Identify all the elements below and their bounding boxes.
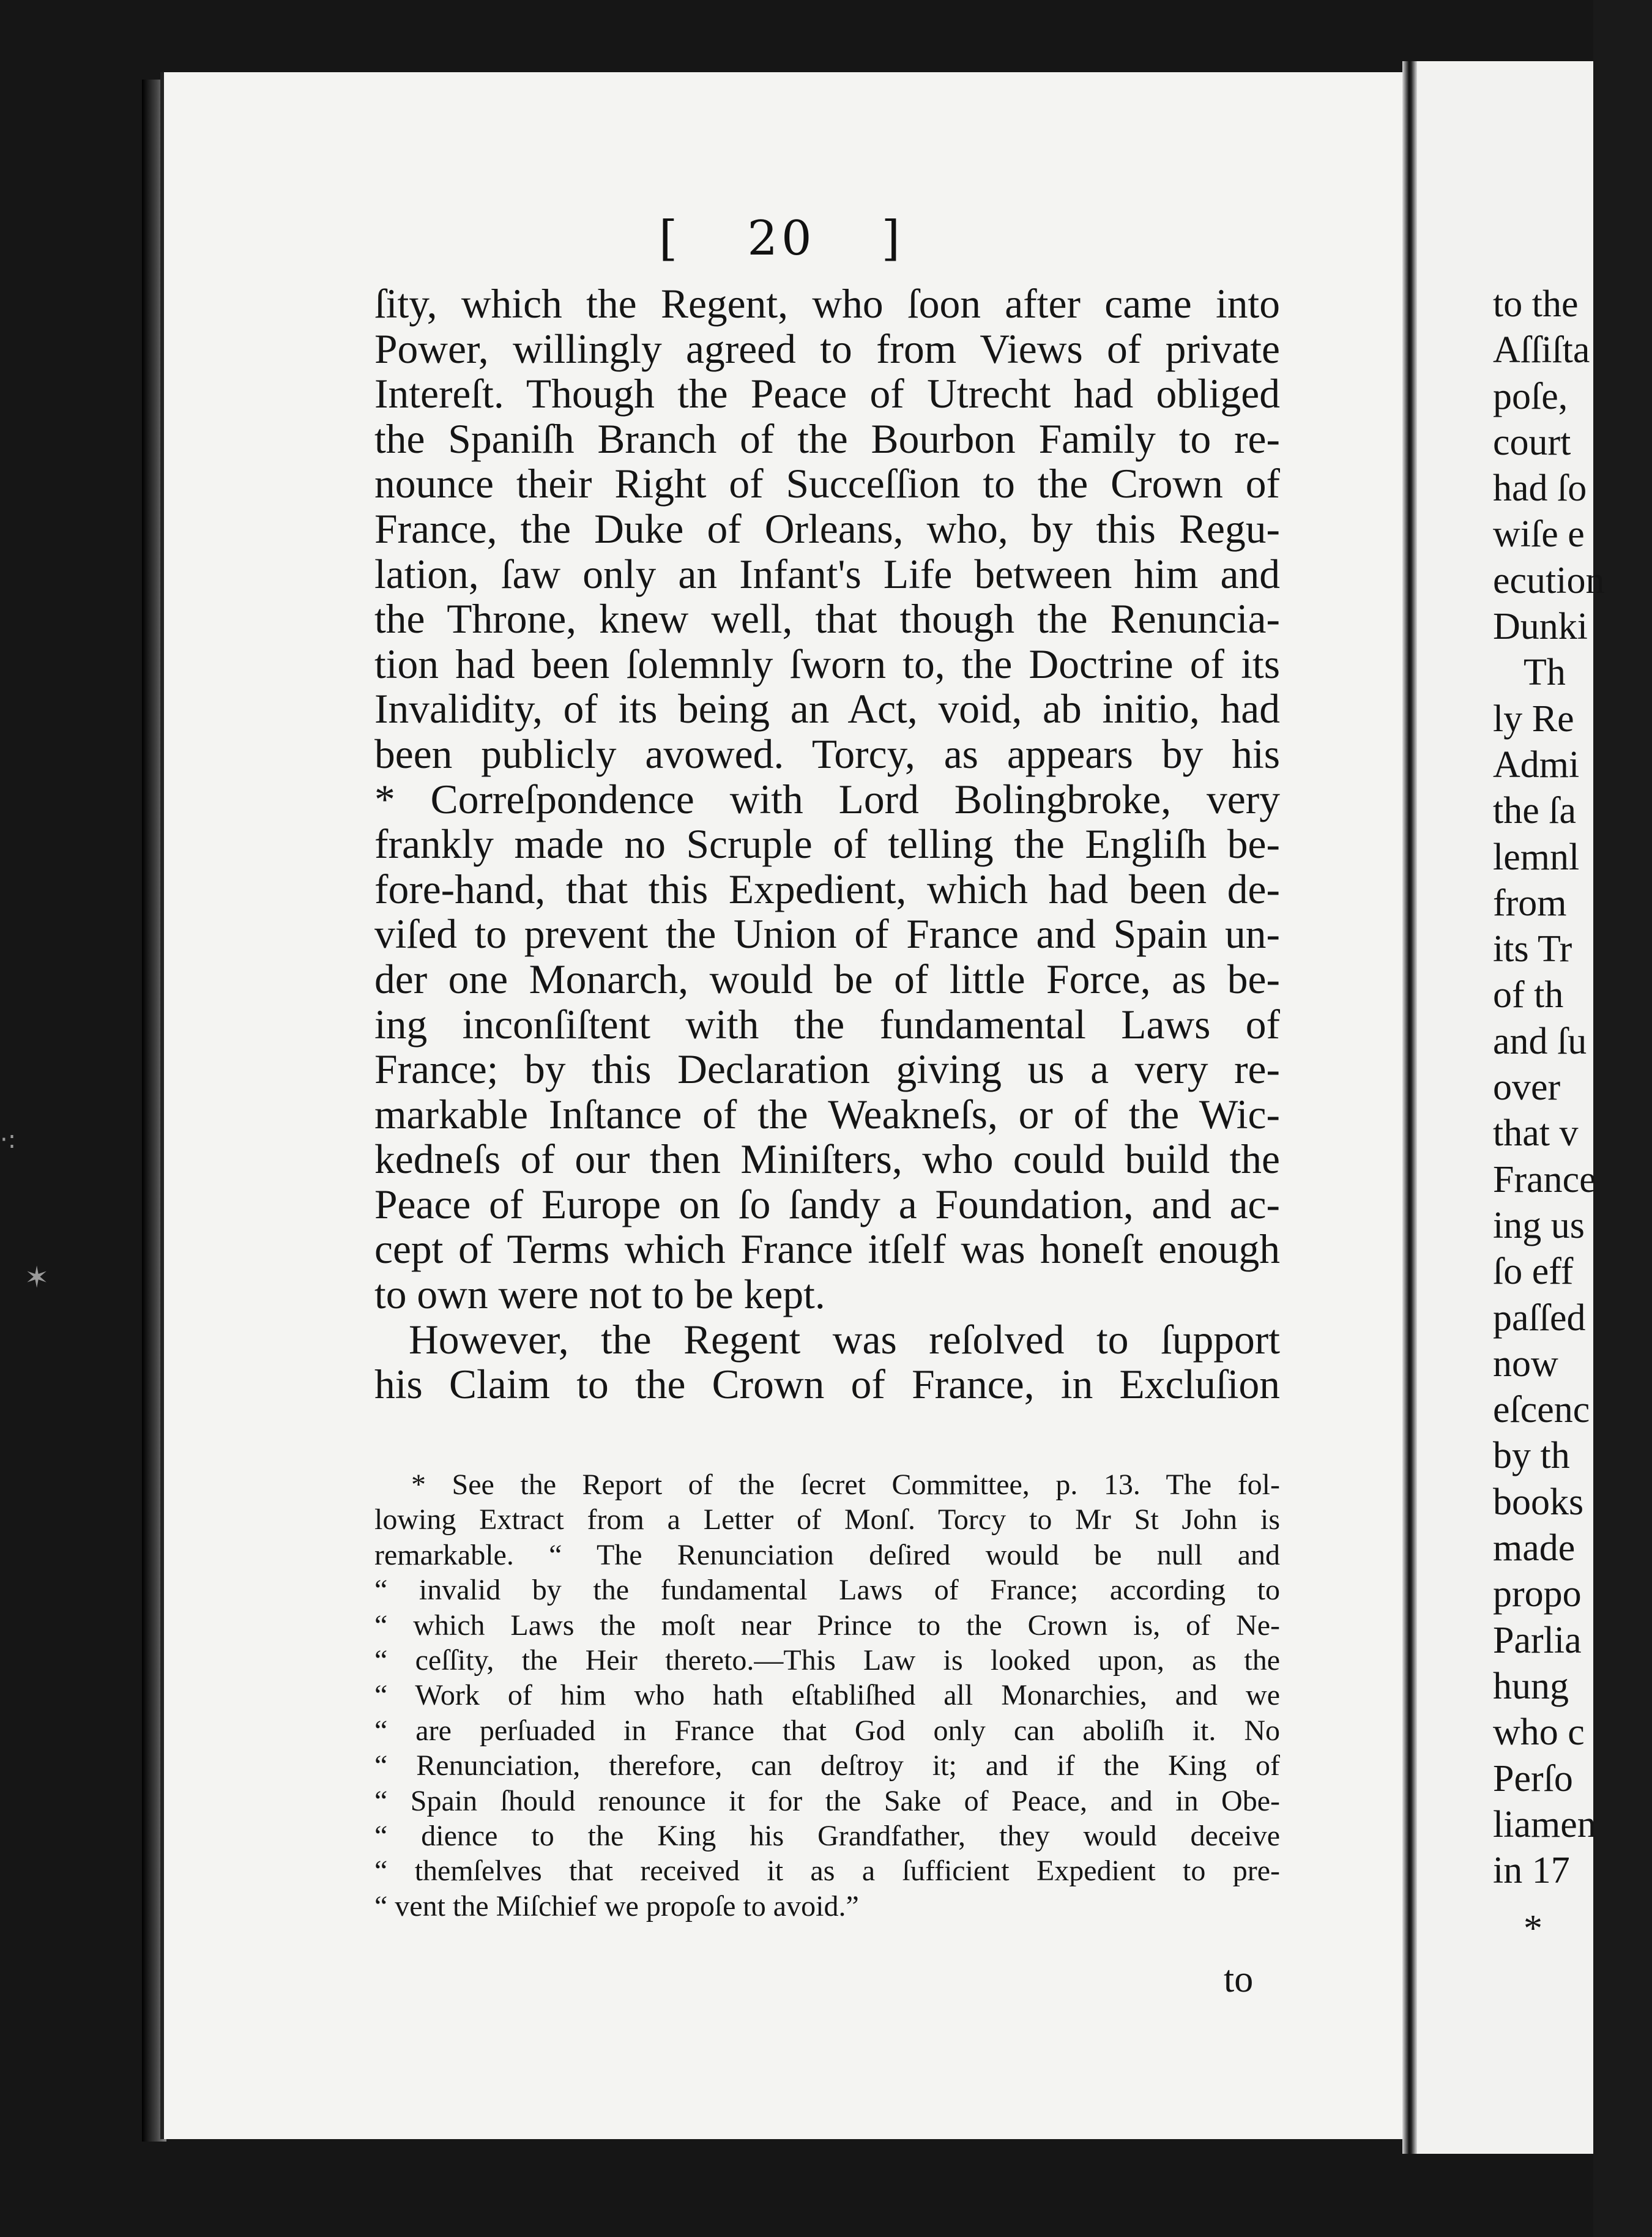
bracket-open-glyph: [ [658, 211, 682, 266]
facing-line: ecution [1493, 559, 1605, 601]
text-line: fore-hand, that this Expedient, which had been de- [374, 866, 1280, 912]
text-line: lation, ſaw only an Infant's Life between him and [374, 551, 1280, 597]
facing-line: of th [1493, 974, 1564, 1016]
footnote-line: “ dience to the King his Grandfather, they would deceive [374, 1819, 1280, 1852]
facing-line: in 17 [1493, 1850, 1570, 1892]
footnote-line: “ themſelves that received it as a ſufficient Expedient to pre- [374, 1855, 1280, 1888]
main-text-block [374, 281, 1280, 1407]
text-line: ſity, which the Regent, who ſoon after came into [374, 281, 1280, 327]
facing-line: * [1524, 1908, 1542, 1950]
page-number-header [160, 211, 1402, 266]
facing-line: the ſa [1493, 790, 1576, 832]
footnote-line: “ Renunciation, therefore, can deſtroy it; and if the King of [374, 1749, 1280, 1782]
facing-line: eſcenc [1493, 1389, 1590, 1431]
facing-line: propo [1493, 1573, 1582, 1615]
facing-line: Aſſiſta [1493, 329, 1590, 371]
text-line: to own were not to be kept. [374, 1271, 825, 1318]
page-number: 20 [747, 211, 816, 266]
facing-line: its Tr [1493, 928, 1572, 970]
footnote-line: “ are perſuaded in France that God only can aboliſh it. No [374, 1714, 1280, 1747]
text-line: nounce their Right of Succeſſion to the Crown of [374, 461, 1280, 507]
facing-line: ly Re [1493, 698, 1574, 740]
facing-line: and ſu [1493, 1020, 1587, 1062]
text-line: tion had been ſolemnly ſworn to, the Doctrine of its [374, 641, 1280, 687]
facing-line: from [1493, 882, 1567, 924]
dust-speck: ·: [0, 1126, 17, 1154]
text-line: ing inconſiſtent with the fundamental Laws of [374, 1001, 1280, 1048]
footnote-line: remarkable. “ The Renunciation deſired would be null and [374, 1538, 1280, 1571]
book-gutter [1402, 61, 1417, 2154]
text-line: the Spaniſh Branch of the Bourbon Family to re- [374, 415, 1280, 462]
text-line: * Correſpondence with Lord Bolingbroke, very [374, 776, 1280, 822]
footnote-line: lowing Extract from a Letter of Monſ. Torcy to Mr St John is [374, 1503, 1280, 1536]
facing-line: lemnl [1493, 836, 1580, 878]
facing-line: liamen [1493, 1803, 1596, 1845]
facing-line: books [1493, 1481, 1584, 1523]
facing-line: Perſo [1493, 1757, 1573, 1800]
facing-line: paſſed [1493, 1297, 1586, 1339]
facing-line: Admi [1493, 743, 1580, 786]
footnote-line: “ Spain ſhould renounce it for the Sake of Peace, and in Obe- [374, 1784, 1280, 1817]
facing-line: made [1493, 1527, 1576, 1569]
catchword: to [1224, 1959, 1254, 2000]
bracket-close-glyph: ] [881, 211, 904, 266]
footnote-line: “ ceſſity, the Heir thereto.—This Law is looked upon, as the [374, 1643, 1280, 1677]
footnote-line: “ vent the Miſchief we propoſe to avoid.” [374, 1889, 859, 1922]
facing-line: that v [1493, 1112, 1579, 1155]
facing-line: poſe, [1493, 375, 1568, 417]
text-line: cept of Terms which France itſelf was honeſt enough [374, 1226, 1280, 1273]
text-line: Intereſt. Though the Peace of Utrecht had obliged [374, 371, 1280, 417]
text-line: Power, willingly agreed to from Views of private [374, 326, 1280, 372]
facing-line: now [1493, 1342, 1558, 1385]
facing-line: ſo eff [1493, 1251, 1574, 1293]
text-line: France; by this Declaration giving us a very re- [374, 1046, 1280, 1093]
facing-line: Dunki [1493, 606, 1588, 648]
footnote-block [374, 1467, 1280, 1924]
text-line: France, the Duke of Orleans, who, by this Regu- [374, 505, 1280, 552]
dust-speck: ✶ [24, 1260, 50, 1295]
facing-line: wiſe e [1493, 513, 1585, 556]
facing-line: France [1493, 1158, 1596, 1200]
facing-line: ing us [1493, 1204, 1585, 1246]
text-line: his Claim to the Crown of France, in Excluſion [374, 1361, 1280, 1408]
text-line: the Throne, knew well, that though the Renuncia- [374, 596, 1280, 642]
facing-line: who c [1493, 1711, 1585, 1754]
facing-line: over [1493, 1066, 1561, 1109]
text-line: viſed to prevent the Union of France and Spain un- [374, 911, 1280, 958]
facing-page-text [1493, 281, 1652, 1952]
facing-line: hung [1493, 1665, 1569, 1707]
facing-line: Parlia [1493, 1619, 1582, 1661]
footnote-line: “ invalid by the fundamental Laws of France; according to [374, 1574, 1280, 1607]
text-line: Peace of Europe on ſo ſandy a Foundation, and ac- [374, 1181, 1280, 1227]
text-line: However, the Regent was reſolved to ſupport [409, 1316, 1280, 1363]
footnote-line: * See the Report of the ſecret Committee, p. 13. The fol- [411, 1468, 1280, 1501]
text-line: markable Inſtance of the Weakneſs, or of the Wic- [374, 1091, 1280, 1137]
facing-line: court [1493, 421, 1571, 463]
text-line: Invalidity, of its being an Act, void, ab initio, had [374, 686, 1280, 732]
text-line: been publicly avowed. Torcy, as appears by his [374, 731, 1280, 777]
facing-line: by th [1493, 1435, 1570, 1477]
facing-line: to the [1493, 283, 1579, 325]
text-line: der one Monarch, would be of little Force, as be- [374, 956, 1280, 1002]
facing-line: Th [1524, 652, 1566, 694]
footnote-line: “ Work of him who hath eſtabliſhed all Monarchies, and we [374, 1679, 1280, 1712]
facing-line: had ſo [1493, 467, 1587, 510]
text-line: kedneſs of our then Miniſters, who could build the [374, 1136, 1280, 1183]
text-line: frankly made no Scruple of telling the Engliſh be- [374, 821, 1280, 868]
footnote-line: “ which Laws the moſt near Prince to the Crown is, of Ne- [374, 1609, 1280, 1642]
